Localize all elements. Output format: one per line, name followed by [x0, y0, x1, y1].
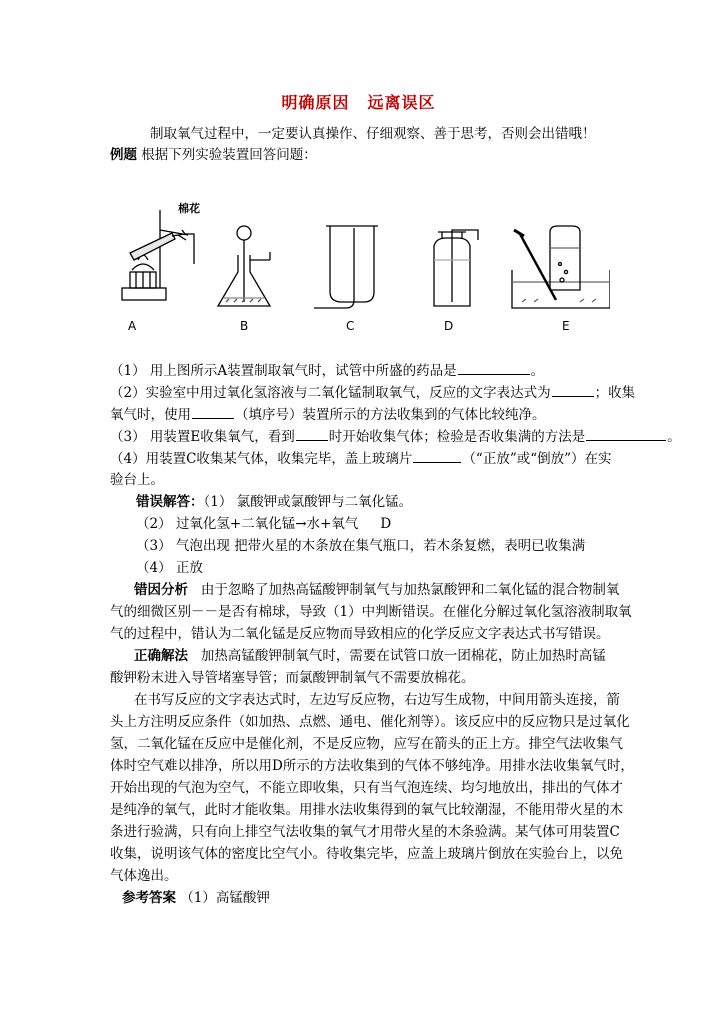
- correct-para2-line-5: 开始出现的气泡为空气，不能立即收集，只有当气泡连续、均匀地放出，排出的气体才: [110, 780, 623, 796]
- label-d: D: [444, 319, 454, 333]
- arrow-icon: →: [295, 516, 307, 532]
- correct-line-2: 酸钾粉末进入导管堵塞导管；而氯酸钾制氧气不需要放棉花。: [110, 670, 475, 686]
- correct-para2-line-4: 体时空气难以排净，所以用D所示的方法收集到的气体不够纯净。用排水法收集氧气时，: [110, 758, 634, 774]
- example-text: 根据下列实验装置回答问题：: [141, 147, 317, 163]
- apparatus-c-diagram: [314, 226, 378, 308]
- correct-para2-line-9: 气体逸出。: [110, 868, 178, 884]
- answer-blank: [413, 448, 461, 463]
- correct-label: 正确解法: [134, 648, 188, 664]
- label-b: B: [240, 319, 249, 333]
- apparatus-a-diagram: [122, 210, 194, 300]
- analysis-line-1: 错因分析 由于忽略了加热高锰酸钾制氧气与加热氯酸钾和二氧化锰的混合物制氧: [134, 582, 620, 598]
- reference-answer: 参考答案 （1）高锰酸钾: [122, 890, 270, 906]
- correct-para2-line-1: 在书写反应的文字表达式时，左边写反应物，右边写生成物，中间用箭头连接，箭: [134, 692, 620, 708]
- analysis-line-2: 气的细微区别－－是否有棉球，导致（1）中判断错误。在催化分解过氧化氢溶液制取氧: [110, 604, 632, 620]
- example-label: 例题: [110, 147, 137, 163]
- question-4-line-2: 验台上。: [110, 472, 164, 488]
- page-title: [0, 90, 717, 113]
- label-e: E: [562, 319, 570, 333]
- correct-para2-line-3: 氢，二氧化锰在反应中是催化剂，不是反应物，应写在箭头的正上方。排空气法收集气: [110, 736, 623, 752]
- correct-line-1: 正确解法 加热高锰酸钾制氧气时，需要在试管口放一团棉花，防止加热时高锰: [134, 648, 606, 664]
- apparatus-e-diagram: [512, 226, 610, 308]
- answer-blank: [586, 426, 666, 441]
- reference-label: 参考答案: [122, 890, 176, 906]
- question-3: （3） 用装置E收集氧气，看到 时开始收集气体；检验是否收集满的方法是 。: [110, 426, 681, 447]
- label-a: A: [128, 319, 137, 333]
- label-c: C: [346, 319, 355, 333]
- correct-para2-line-2: 头上方注明反应条件（如加热、点燃、通电、催化剂等）。该反应中的反应物只是过氧化: [110, 714, 630, 730]
- wrong-answer-1: 错误解答：（1） 氯酸钾或氯酸钾与二氧化锰。: [136, 494, 413, 510]
- question-2-line-2: 氧气时，使用 （填序号）装置所示的方法收集到的气体比较纯净。: [110, 404, 546, 425]
- wrong-answer-4: （4） 正放: [136, 560, 203, 576]
- question-2-line-1: （2）实验室中用过氧化氢溶液与二氧化锰制取氧气，反应的文字表达式为 ；收集: [110, 382, 635, 403]
- question-1: （1） 用上图所示A装置制取氧气时，试管中所盛的药品是 。: [110, 360, 544, 381]
- intro-text: 制取氧气过程中，一定要认真操作、仔细观察、善于思考，否则会出错哦！: [150, 126, 596, 142]
- answer-blank: [296, 426, 328, 441]
- title-part-1: 明确原因: [281, 93, 350, 112]
- example-line: [110, 145, 317, 165]
- answer-blank: [552, 382, 594, 397]
- analysis-line-3: 气的过程中，错认为二氧化锰是反应物而导致相应的化学反应文字表达式书写错误。: [110, 626, 610, 642]
- title-part-2: 远离误区: [367, 93, 436, 112]
- apparatus-d-diagram: [434, 230, 478, 306]
- wrong-answer-label: 错误解答：: [136, 494, 204, 510]
- correct-para2-line-7: 条进行验满，只有向上排空气法收集的氧气才用带火星的木条验满。某气体可用装置C: [110, 824, 620, 840]
- analysis-label: 错因分析: [134, 582, 188, 598]
- apparatus-figure: [110, 190, 610, 350]
- wrong-answer-3: （3） 气泡出现 把带火星的木条放在集气瓶口，若木条复燃，表明已收集满: [136, 538, 586, 554]
- answer-blank: [192, 404, 234, 419]
- correct-para2-line-8: 收集，说明该气体的密度比空气小。待收集完毕，应盖上玻璃片倒放在实验台上，以免: [110, 846, 623, 862]
- answer-blank: [458, 360, 530, 375]
- wrong-answer-2: （2） 过氧化氢+二氧化锰→水+氧气 D: [136, 516, 392, 532]
- cotton-label: 棉花: [178, 202, 200, 215]
- correct-para2-line-6: 是纯净的氧气，此时才能收集。用排水法收集得到的氧气比较潮湿，不能用带火星的木: [110, 802, 623, 818]
- apparatus-b-diagram: [218, 226, 270, 306]
- question-4-line-1: （4）用装置C收集某气体，收集完毕，盖上玻璃片 （“正放”或“倒放”）在实: [110, 448, 612, 469]
